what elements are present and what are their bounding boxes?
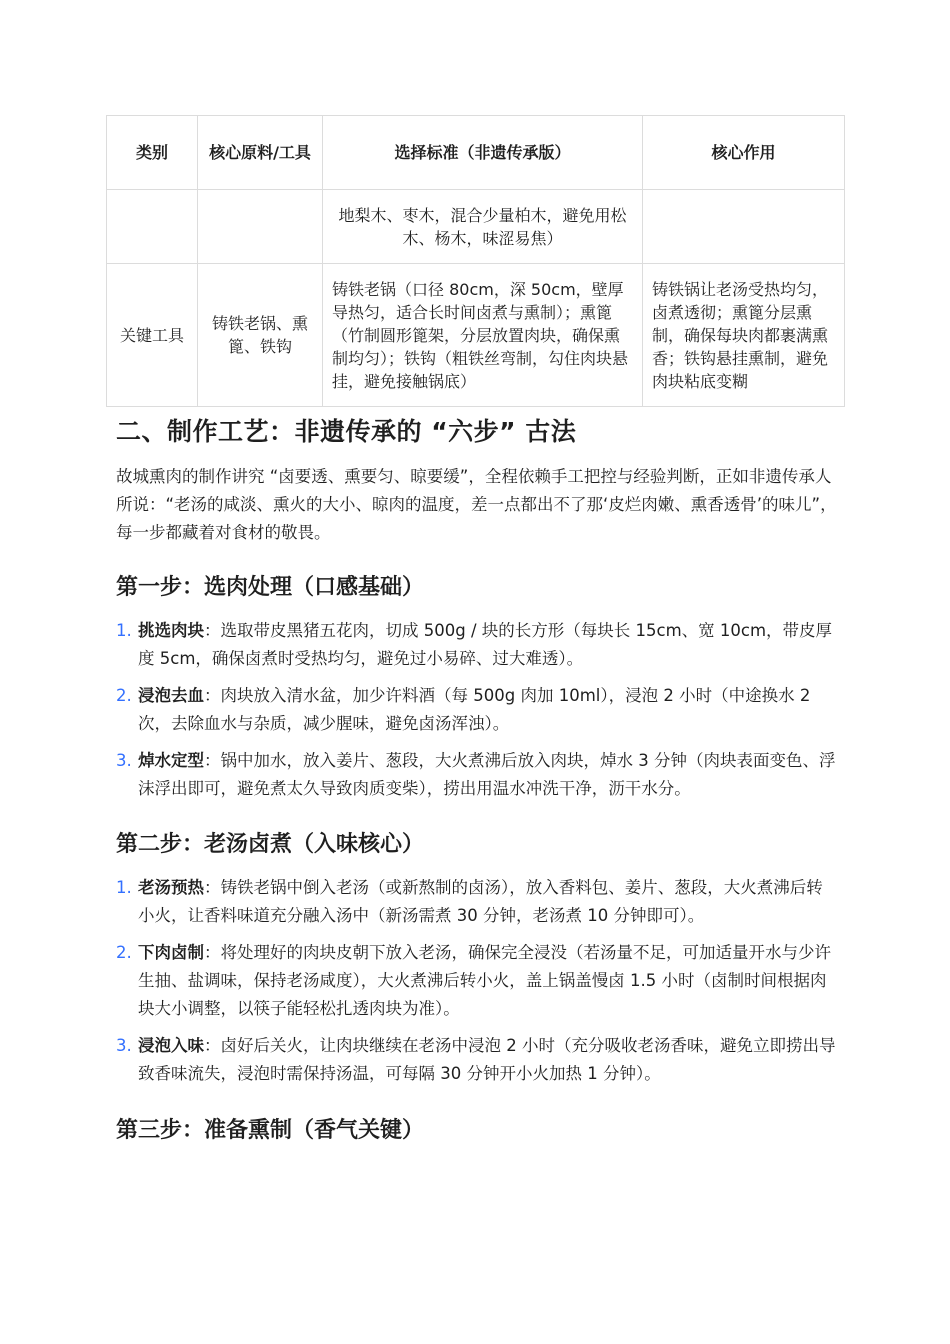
list-item (116, 747, 836, 803)
section-intro: 故城熏肉的制作讲究 “卤要透、熏要匀、晾要缓”，全程依赖手工把控与经验判断，正如非遗传承人所说：“老汤的咸淡、熏火的大小、晾肉的温度，差一点都出不了那‘皮烂肉嫩、熏香透骨’的味儿”，每一步都藏着对食材的敬畏。 (116, 467, 837, 542)
list-item (116, 682, 836, 738)
list-item-text: ：卤好后关火，让肉块继续在老汤中浸泡 2 小时（充分吸收老汤香味，避免立即捞出导致香味流失，浸泡时需保持汤温，可每隔 30 分钟开小火加热 1 分钟）。 (138, 1036, 836, 1083)
list-number: 3. (116, 751, 132, 770)
list-number: 1. (116, 621, 132, 640)
list-item-text: ：锅中加水，放入姜片、葱段，大火煮沸后放入肉块，焯水 3 分钟（肉块表面变色、浮沫浮出即可，避免煮太久导致肉质变柴），捞出用温水冲洗干净，沥干水分。 (138, 751, 836, 798)
list-item (116, 1032, 836, 1088)
list-item-text: ：铸铁老锅中倒入老汤（或新熬制的卤汤），放入香料包、姜片、葱段，大火煮沸后转小火，让香料味道充分融入汤中（新汤需煮 30 分钟，老汤煮 10 分钟即可）。 (138, 878, 823, 925)
table-cell-category: 关键工具 (107, 264, 198, 407)
table-cell-standard: 铸铁老锅（口径 80cm，深 50cm，壁厚导热匀，适合长时间卤煮与熏制）；熏篦（竹制圆形篦架，分层放置肉块，确保熏制均匀）；铁钩（粗铁丝弯制，勾住肉块悬挂，避免接触锅底） (323, 264, 643, 407)
list-item-label: 焯水定型 (138, 751, 204, 770)
section-heading: 二、制作工艺：非遗传承的 “六步” 古法 (116, 417, 577, 446)
table-row (107, 190, 845, 264)
list-item (116, 874, 836, 930)
list-number: 3. (116, 1036, 132, 1055)
list-item-text: ：选取带皮黑猪五花肉，切成 500g / 块的长方形（每块长 15cm、宽 10cm，带皮厚度 5cm，确保卤煮时受热均匀，避免过小易碎、过大难透）。 (138, 621, 833, 668)
list-item-label: 挑选肉块 (138, 621, 204, 640)
table-cell-role (643, 190, 845, 264)
list-number: 2. (116, 686, 132, 705)
list-item-label: 浸泡去血 (138, 686, 204, 705)
table-cell-standard: 地梨木、枣木，混合少量柏木，避免用松木、杨木，味涩易焦） (323, 190, 643, 264)
table-header-cell: 类别 (107, 116, 198, 190)
table-header-cell: 选择标准（非遗传承版） (323, 116, 643, 190)
list-item-label: 下肉卤制 (138, 943, 204, 962)
list-item-label: 老汤预热 (138, 878, 204, 897)
list-number: 1. (116, 878, 132, 897)
table-cell-category (107, 190, 198, 264)
list-item-text: ：将处理好的肉块皮朝下放入老汤，确保完全浸没（若汤量不足，可加适量开水与少许生抽、盐调味，保持老汤咸度），大火煮沸后转小火，盖上锅盖慢卤 1.5 小时（卤制时间根据肉块大小调整，以筷子能轻松扎透肉块为准）。 (138, 943, 831, 1018)
table-header-row (107, 116, 845, 190)
table-cell-item (198, 190, 323, 264)
step-list (116, 617, 836, 812)
list-item (116, 939, 836, 1023)
step-heading: 第三步：准备熏制（香气关键） (116, 1118, 425, 1143)
ingredients-table (106, 115, 845, 407)
list-item-text: ：肉块放入清水盆，加少许料酒（每 500g 肉加 10ml），浸泡 2 小时（中途换水 2 次，去除血水与杂质，减少腥味，避免卤汤浑浊）。 (138, 686, 811, 733)
step-list (116, 874, 836, 1097)
table-cell-item: 铸铁老锅、熏篦、铁钩 (198, 264, 323, 407)
list-number: 2. (116, 943, 132, 962)
table-header-cell: 核心原料/工具 (198, 116, 323, 190)
step-heading: 第二步：老汤卤煮（入味核心） (116, 832, 425, 857)
table-header-cell: 核心作用 (643, 116, 845, 190)
table-row (107, 264, 845, 407)
step-heading: 第一步：选肉处理（口感基础） (116, 575, 425, 600)
table-cell-role: 铸铁锅让老汤受热均匀，卤煮透彻；熏篦分层熏制，确保每块肉都裹满熏香；铁钩悬挂熏制，避免肉块粘底变糊 (643, 264, 845, 407)
list-item (116, 617, 836, 673)
list-item-label: 浸泡入味 (138, 1036, 204, 1055)
